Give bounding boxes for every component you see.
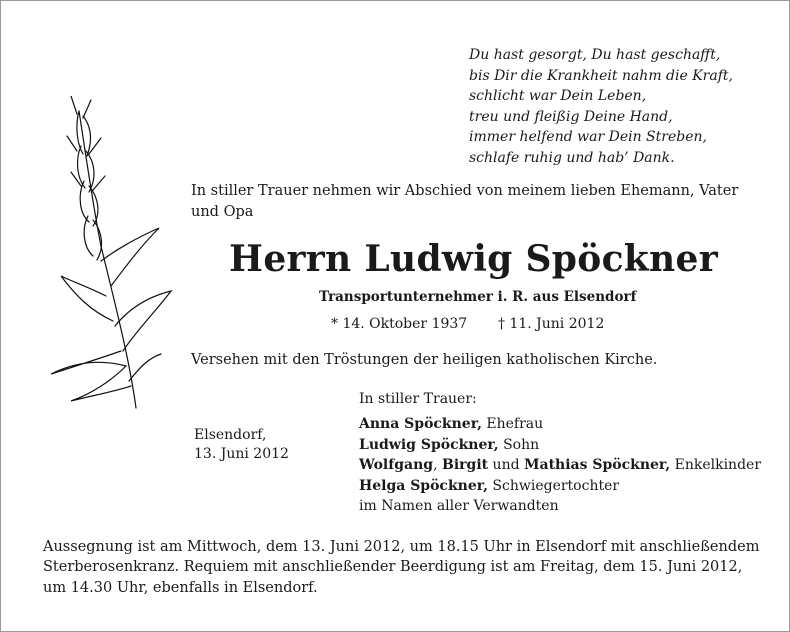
poem: [469, 45, 733, 169]
mourners-closing: im Namen aller Verwandten: [359, 498, 559, 515]
mourner-name: Wolfgang: [359, 457, 434, 474]
poem-line: treu und fleißig Deine Hand,: [469, 108, 673, 125]
mourner-row: [359, 455, 761, 476]
place-line: Elsendorf,: [194, 427, 267, 443]
wheat-illustration: [31, 96, 181, 411]
date-line: 13. Juni 2012: [194, 446, 289, 462]
mourner-relation: Schwiegertochter: [487, 477, 620, 494]
poem-line: schlafe ruhig und hab’ Dank.: [469, 149, 675, 166]
poem-line: Du hast gesorgt, Du hast geschafft,: [469, 47, 721, 63]
death-date: † 11. Juni 2012: [498, 316, 605, 332]
place-and-date: [194, 426, 289, 464]
mourner-name: Mathias Spöckner,: [524, 457, 671, 474]
mourner-name: Helga Spöckner,: [359, 477, 488, 494]
mourner-relation: Ehefrau: [481, 416, 544, 432]
birth-date: * 14. Oktober 1937: [331, 316, 468, 332]
separator: ,: [433, 457, 442, 474]
poem-line: bis Dir die Krankheit nahm die Kraft,: [469, 67, 733, 84]
poem-line: immer helfend war Dein Streben,: [469, 129, 707, 146]
deceased-occupation: Transportunternehmer i. R. aus Elsendorf: [319, 289, 637, 305]
mourner-row: [359, 476, 761, 497]
mourner-name: Birgit: [442, 457, 489, 474]
mourner-relation: Sohn: [498, 436, 540, 453]
mourners-list: [359, 414, 761, 517]
mourner-name: Ludwig Spöckner,: [359, 436, 499, 453]
mourners-heading: In stiller Trauer:: [359, 391, 477, 407]
mourner-row: [359, 414, 761, 435]
mourner-name: Anna Spöckner,: [359, 416, 482, 432]
service-details: Aussegnung ist am Mittwoch, dem 13. Juni 2012, um 18.15 Uhr in Elsendorf mit anschließendem Sterberosenkranz. Requiem mit anschließender Beerdigung ist am Freitag, dem 15. Juni 2012, um 14.30 Uhr, ebenfalls in Elsendorf.: [43, 539, 760, 596]
poem-line: schlicht war Dein Leben,: [469, 88, 647, 105]
mourner-row: [359, 435, 761, 456]
deceased-name: Herrn Ludwig Spöckner: [229, 238, 718, 280]
separator: und: [488, 457, 525, 474]
sacrament-text: Versehen mit den Tröstungen der heiligen katholischen Kirche.: [191, 352, 658, 368]
intro-text: In stiller Trauer nehmen wir Abschied von meinem lieben Ehemann, Vater und Opa: [191, 183, 739, 220]
mourner-relation: Enkelkinder: [670, 457, 762, 474]
